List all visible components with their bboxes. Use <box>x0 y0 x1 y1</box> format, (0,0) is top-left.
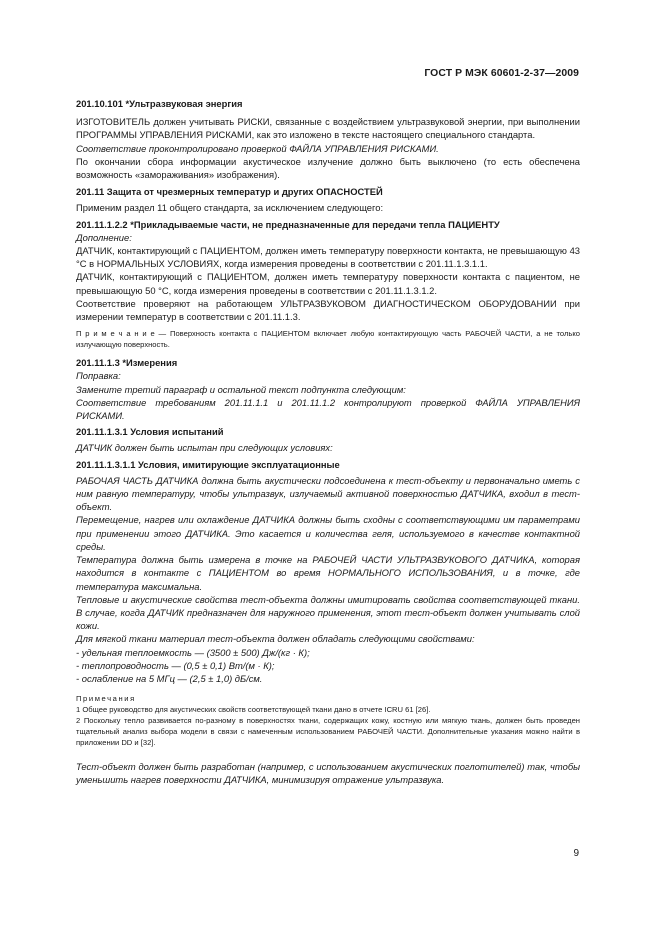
text-paragraph: Для мягкой ткани материал тест-объекта должен обладать следующими свойствами: <box>76 633 475 645</box>
section-heading: 201.10.101 *Ультразвуковая энергия <box>76 98 243 109</box>
text-paragraph: ДАТЧИК, контактирующий с ПАЦИЕНТОМ, должен иметь температуру поверхности контакта с пациентом, не превышающую 50 °С, когда измерения проведены в соответствии с 201.11.1.3.1.2. <box>76 271 580 296</box>
text-paragraph: Соответствие проверяют на работающем УЛЬТРАЗВУКОВОМ ДИАГНОСТИЧЕСКОМ ОБОРУДОВАНИИ при измерении температур в соответствии с 201.11.1.3. <box>76 297 580 323</box>
section-heading: 201.11.1.2.2 *Прикладываемые части, не предназначенные для передачи тепла ПАЦИЕНТУ <box>76 218 500 230</box>
section-heading: 201.11 Защита от чрезмерных температур и других ОПАСНОСТЕЙ <box>76 186 383 198</box>
section-heading: 201.11.1.3.1.1 Условия, имитирующие эксплуатационные <box>76 458 340 470</box>
note-paragraph: 2 Поскольку тепло развивается по-разному в поверхностях ткани, содержащих кожу, костную или мягкую ткань, должен быть проведен тщательный анализ выбора модели в связи с намеченным использованием РАБОЧЕЙ ЧАСТИ. Дополнительные указания можно найти в приложении DD и [32]. <box>76 716 580 748</box>
text-paragraph: ДАТЧИК, контактирующий с ПАЦИЕНТОМ, должен иметь температуру поверхности контакта, не превышающую 43 °С в НОРМАЛЬНЫХ УСЛОВИЯХ, когда измерения проведены в соответствии с 201.11.1.3.1.1. <box>76 245 580 270</box>
text-paragraph: Применим раздел 11 общего стандарта, за исключением следующего: <box>76 202 384 214</box>
text-paragraph: Соответствие проконтролировано проверкой ФАЙЛА УПРАВЛЕНИЯ РИСКАМИ. <box>76 142 439 154</box>
text-paragraph: Соответствие требованиям 201.11.1.1 и 201.11.1.2 контролируют проверкой ФАЙЛА УПРАВЛЕНИЯ РИСКАМИ. <box>76 396 580 422</box>
note-paragraph: П р и м е ч а н и е — Поверхность контакта с ПАЦИЕНТОМ включает любую контактирующую часть РАБОЧЕЙ ЧАСТИ, а не только излучающую поверхность. <box>76 329 580 350</box>
note-paragraph: 1 Общее руководство для акустических свойств соответствующей ткани дано в отчете ICRU 61 [26]. <box>76 705 431 715</box>
text-paragraph: - ослабление на 5 МГц — (2,5 ± 1,0) дБ/см. <box>76 672 263 684</box>
document-body <box>76 97 580 787</box>
page-number: 9 <box>573 848 579 859</box>
text-paragraph: - удельная теплоемкость — (3500 ± 500) Дж/(кг · К); <box>76 646 310 658</box>
text-paragraph: Тест-объект должен быть разработан (например, с использованием акустических поглотителей) так, чтобы уменьшить нагрев поверхности ДАТЧИКА, минимизируя отражение ультразвука. <box>76 761 580 786</box>
section-heading: 201.11.1.3.1 Условия испытаний <box>76 426 224 438</box>
text-paragraph: Замените третий параграф и остальной текст подпункта следующим: <box>76 383 406 395</box>
text-paragraph: РАБОЧАЯ ЧАСТЬ ДАТЧИКА должна быть акустически подсоединена к тест-объекту и первоначально иметь с ним равную температуру, чтобы ультразвук, излучаемый активной поверхностью ДАТЧИКА, входил в тест-объект. <box>76 474 580 513</box>
text-paragraph: ДАТЧИК должен быть испытан при следующих условиях: <box>76 442 333 454</box>
text-paragraph: ИЗГОТОВИТЕЛЬ должен учитывать РИСКИ, связанные с воздействием ультразвуковой энергии, при выполнении ПРОГРАММЫ УПРАВЛЕНИЯ РИСКАМИ, как это изложено в тексте настоящего специального стандарта. <box>76 116 580 141</box>
text-paragraph: По окончании сбора информации акустическое излучение должно быть выключено (то есть обеспечена возможность «замораживания» изображения). <box>76 155 580 181</box>
standard-header: ГОСТ Р МЭК 60601-2-37—2009 <box>424 68 579 79</box>
text-paragraph: Дополнение: <box>76 231 132 243</box>
section-heading: 201.11.1.3 *Измерения <box>76 357 178 369</box>
text-paragraph: Поправка: <box>76 370 121 382</box>
text-paragraph: Тепловые и акустические свойства тест-объекта должны имитировать свойства соответствующей ткани. В случае, когда ДАТЧИК предназначен для наружного применения, этот тест-объект должен учитывать слой кожи. <box>76 593 580 632</box>
note-paragraph: Примечания <box>76 694 136 704</box>
text-paragraph: Перемещение, нагрев или охлаждение ДАТЧИКА должны быть сходны с соответствующими им параметрами при применении этого ДАТЧИКА. Это касается и количества геля, используемого в качестве контактной среды. <box>76 514 580 552</box>
text-paragraph: Температура должна быть измерена в точке на РАБОЧЕЙ ЧАСТИ УЛЬТРАЗВУКОВОГО ДАТЧИКА, которая находится в контакте с ПАЦИЕНТОМ во время НОРМАЛЬНОГО ИСПОЛЬЗОВАНИЯ, и в точке, где температура максимальна. <box>76 554 580 592</box>
text-paragraph: - теплопроводность — (0,5 ± 0,1) Вт/(м · К); <box>76 659 275 671</box>
